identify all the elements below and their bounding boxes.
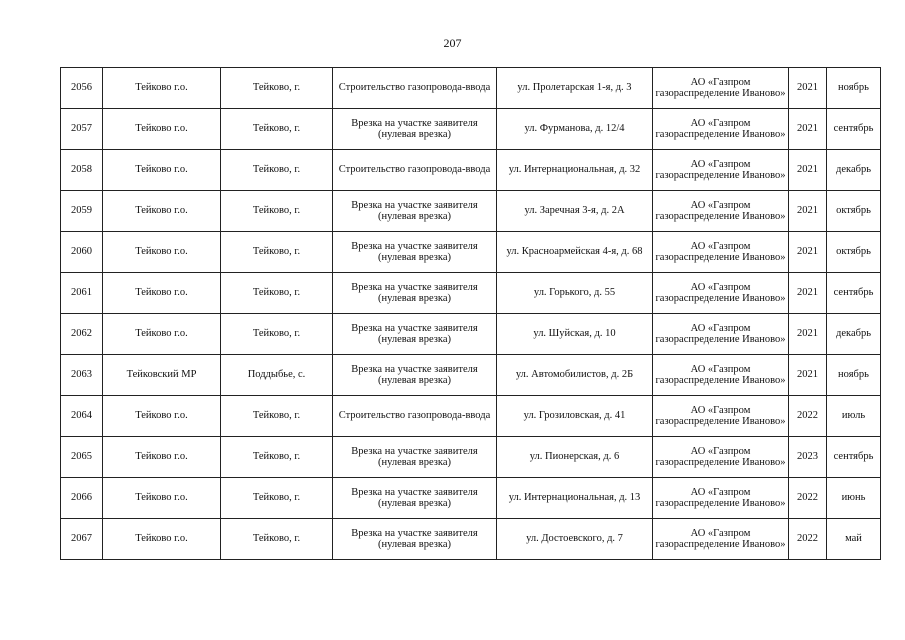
locality-cell: Тейково, г.: [221, 109, 333, 150]
organization-cell: АО «Газпром газораспределение Иваново»: [653, 232, 789, 273]
organization-cell: АО «Газпром газораспределение Иваново»: [653, 150, 789, 191]
work-type-cell: Строительство газопровода-ввода: [333, 150, 497, 191]
organization-cell: АО «Газпром газораспределение Иваново»: [653, 478, 789, 519]
month-cell: ноябрь: [827, 355, 881, 396]
year-cell: 2021: [789, 191, 827, 232]
month-cell: ноябрь: [827, 68, 881, 109]
row-number-cell: 2065: [61, 437, 103, 478]
municipality-cell: Тейково г.о.: [103, 314, 221, 355]
year-cell: 2021: [789, 150, 827, 191]
row-number-cell: 2058: [61, 150, 103, 191]
table-row: [61, 355, 881, 396]
address-cell: ул. Автомобилистов, д. 2Б: [497, 355, 653, 396]
organization-cell: АО «Газпром газораспределение Иваново»: [653, 519, 789, 560]
organization-cell: АО «Газпром газораспределение Иваново»: [653, 396, 789, 437]
address-cell: ул. Грозиловская, д. 41: [497, 396, 653, 437]
year-cell: 2021: [789, 355, 827, 396]
address-cell: ул. Горького, д. 55: [497, 273, 653, 314]
locality-cell: Тейково, г.: [221, 314, 333, 355]
page-number: 207: [443, 36, 462, 50]
year-cell: 2021: [789, 314, 827, 355]
month-cell: декабрь: [827, 314, 881, 355]
organization-cell: АО «Газпром газораспределение Иваново»: [653, 437, 789, 478]
row-number-cell: 2063: [61, 355, 103, 396]
municipality-cell: Тейково г.о.: [103, 519, 221, 560]
address-cell: ул. Красноармейская 4-я, д. 68: [497, 232, 653, 273]
address-cell: ул. Шуйская, д. 10: [497, 314, 653, 355]
row-number-cell: 2057: [61, 109, 103, 150]
month-cell: июнь: [827, 478, 881, 519]
row-number-cell: 2056: [61, 68, 103, 109]
locality-cell: Поддыбье, с.: [221, 355, 333, 396]
table-row: [61, 314, 881, 355]
year-cell: 2022: [789, 396, 827, 437]
month-cell: сентябрь: [827, 273, 881, 314]
organization-cell: АО «Газпром газораспределение Иваново»: [653, 314, 789, 355]
year-cell: 2022: [789, 478, 827, 519]
locality-cell: Тейково, г.: [221, 396, 333, 437]
municipality-cell: Тейково г.о.: [103, 109, 221, 150]
municipality-cell: Тейковский МР: [103, 355, 221, 396]
row-number-cell: 2059: [61, 191, 103, 232]
row-number-cell: 2064: [61, 396, 103, 437]
work-type-cell: Врезка на участке заявителя (нулевая врезка): [333, 191, 497, 232]
row-number-cell: 2066: [61, 478, 103, 519]
table-row: [61, 519, 881, 560]
work-type-cell: Врезка на участке заявителя (нулевая врезка): [333, 355, 497, 396]
table-row: [61, 437, 881, 478]
year-cell: 2021: [789, 232, 827, 273]
locality-cell: Тейково, г.: [221, 478, 333, 519]
municipality-cell: Тейково г.о.: [103, 396, 221, 437]
municipality-cell: Тейково г.о.: [103, 232, 221, 273]
locality-cell: Тейково, г.: [221, 519, 333, 560]
row-number-cell: 2061: [61, 273, 103, 314]
work-type-cell: Врезка на участке заявителя (нулевая врезка): [333, 273, 497, 314]
municipality-cell: Тейково г.о.: [103, 478, 221, 519]
locality-cell: Тейково, г.: [221, 232, 333, 273]
organization-cell: АО «Газпром газораспределение Иваново»: [653, 191, 789, 232]
municipality-cell: Тейково г.о.: [103, 273, 221, 314]
gas-connection-table: [60, 67, 881, 560]
work-type-cell: Врезка на участке заявителя (нулевая врезка): [333, 437, 497, 478]
table-row: [61, 150, 881, 191]
address-cell: ул. Пионерская, д. 6: [497, 437, 653, 478]
organization-cell: АО «Газпром газораспределение Иваново»: [653, 273, 789, 314]
year-cell: 2022: [789, 519, 827, 560]
month-cell: сентябрь: [827, 109, 881, 150]
table-row: [61, 273, 881, 314]
organization-cell: АО «Газпром газораспределение Иваново»: [653, 68, 789, 109]
address-cell: ул. Достоевского, д. 7: [497, 519, 653, 560]
work-type-cell: Врезка на участке заявителя (нулевая врезка): [333, 109, 497, 150]
month-cell: октябрь: [827, 191, 881, 232]
table-row: [61, 232, 881, 273]
address-cell: ул. Интернациональная, д. 13: [497, 478, 653, 519]
year-cell: 2021: [789, 68, 827, 109]
month-cell: октябрь: [827, 232, 881, 273]
organization-cell: АО «Газпром газораспределение Иваново»: [653, 355, 789, 396]
work-type-cell: Врезка на участке заявителя (нулевая врезка): [333, 232, 497, 273]
row-number-cell: 2067: [61, 519, 103, 560]
municipality-cell: Тейково г.о.: [103, 150, 221, 191]
table-body: [61, 68, 881, 560]
locality-cell: Тейково, г.: [221, 150, 333, 191]
year-cell: 2021: [789, 109, 827, 150]
work-type-cell: Строительство газопровода-ввода: [333, 68, 497, 109]
row-number-cell: 2060: [61, 232, 103, 273]
locality-cell: Тейково, г.: [221, 191, 333, 232]
year-cell: 2021: [789, 273, 827, 314]
address-cell: ул. Пролетарская 1-я, д. 3: [497, 68, 653, 109]
month-cell: декабрь: [827, 150, 881, 191]
row-number-cell: 2062: [61, 314, 103, 355]
municipality-cell: Тейково г.о.: [103, 191, 221, 232]
work-type-cell: Врезка на участке заявителя (нулевая врезка): [333, 519, 497, 560]
month-cell: май: [827, 519, 881, 560]
month-cell: июль: [827, 396, 881, 437]
work-type-cell: Врезка на участке заявителя (нулевая врезка): [333, 314, 497, 355]
table-row: [61, 109, 881, 150]
locality-cell: Тейково, г.: [221, 68, 333, 109]
address-cell: ул. Заречная 3-я, д. 2А: [497, 191, 653, 232]
table-row: [61, 68, 881, 109]
table-row: [61, 478, 881, 519]
municipality-cell: Тейково г.о.: [103, 437, 221, 478]
organization-cell: АО «Газпром газораспределение Иваново»: [653, 109, 789, 150]
address-cell: ул. Интернациональная, д. 32: [497, 150, 653, 191]
address-cell: ул. Фурманова, д. 12/4: [497, 109, 653, 150]
table-row: [61, 191, 881, 232]
month-cell: сентябрь: [827, 437, 881, 478]
locality-cell: Тейково, г.: [221, 273, 333, 314]
locality-cell: Тейково, г.: [221, 437, 333, 478]
work-type-cell: Строительство газопровода-ввода: [333, 396, 497, 437]
table-row: [61, 396, 881, 437]
year-cell: 2023: [789, 437, 827, 478]
municipality-cell: Тейково г.о.: [103, 68, 221, 109]
work-type-cell: Врезка на участке заявителя (нулевая врезка): [333, 478, 497, 519]
